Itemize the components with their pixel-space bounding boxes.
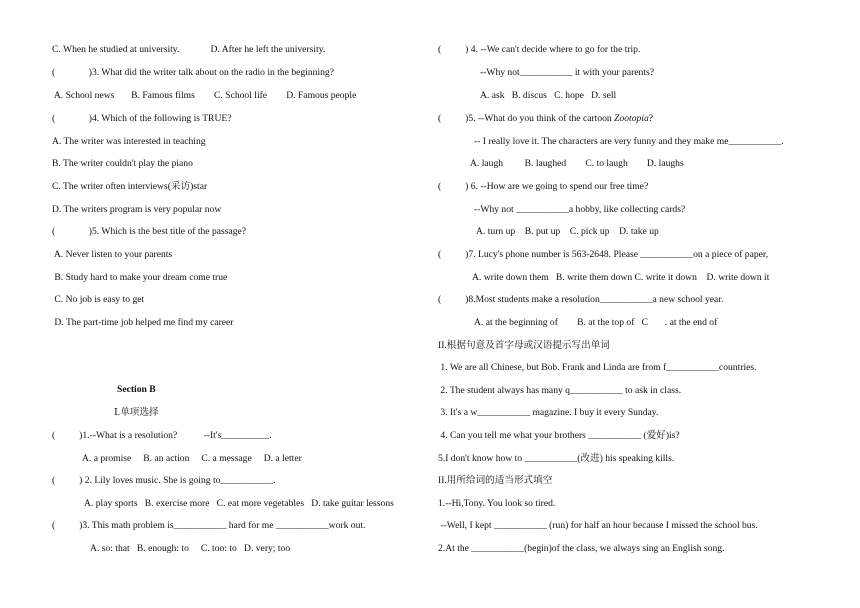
form-fill-1: 1.--Hi,Tony. You look so tired. [438,498,556,509]
question-4: ( )4. Which of the following is TRUE? [52,113,232,124]
sb-question-1-options: A. a promise B. an action C. a message D. a letter [82,453,302,464]
fill-word-5: 5.I don't know how to ___________(改进) his speaking kills. [438,453,675,464]
fill-word-2: 2. The student always has many q___________ to ask in class. [438,385,682,396]
sb-question-4-options: A. ask B. discus C. hope D. sell [480,90,617,101]
sb-question-7: ( )7. Lucy's phone number is 563-2648. Please ___________on a piece of paper, [438,249,769,260]
sb-question-2-options: A. play sports B. exercise more C. eat more vegetables D. take guitar lessons [84,498,394,509]
sb-question-6-options: A. turn up B. put up C. pick up D. take up [476,226,659,237]
form-fill-1-reply: --Well, I kept ___________ (run) for half an hour because I missed the school bus. [438,520,758,531]
section-b-heading: Section B [117,384,156,395]
question-4-option-b: B. The writer couldn't play the piano [52,158,193,169]
sb-question-1: ( )1.--What is a resolution? --It's__________. [52,430,272,441]
fill-word-4: 4. Can you tell me what your brothers ___________ (爱好)is? [438,430,680,441]
question-3: ( )3. What did the writer talk about on the radio in the beginning? [52,67,334,78]
sb-question-3-options: A. so: that B. enough: to C. too: to D. very; too [90,543,291,554]
question-4-option-d: D. The writers program is very popular now [52,204,222,215]
question-5-option-d: D. The part-time job helped me find my career [52,317,234,328]
sb-question-6: ( ) 6. --How are we going to spend our free time? [438,181,649,192]
single-choice-heading: Ⅰ.单项选择 [114,407,159,418]
sb-question-2: ( ) 2. Lily loves music. She is going to___________. [52,475,276,486]
sb-question-5-options: A. laugh B. laughed C. to laugh D. laughs [470,158,684,169]
cartoon-title: Zootopia [614,113,649,124]
part-2-heading: II.根据句意及首字母或汉语提示写出单词 [438,340,610,351]
sb-question-4: ( ) 4. --We can't decide where to go for the trip. [438,44,641,55]
question-3-options: A. School news B. Famous films C. School life D. Famous people [52,90,357,101]
sb-question-5: ( )5. --What do you think of the cartoon Zootopia? [438,113,654,124]
right-column [438,0,848,608]
sb-question-8-options: A. at the beginning of B. at the top of C . at the end of [474,317,718,328]
question-4-option-c: C. The writer often interviews(采访)star [52,181,208,192]
part-3-heading: II.用所给词的适当形式填空 [438,475,553,486]
fill-word-1: 1. We are all Chinese, but Bob. Frank and Linda are from f___________countries. [438,362,757,373]
q2-options-cd: C. When he studied at university. D. After he left the university. [52,44,326,55]
question-5-option-c: C. No job is easy to get [52,294,145,305]
form-fill-2: 2.At the ___________(begin)of the class, we always sing an English song. [438,543,725,554]
sb-question-5-reply: -- I really love it. The characters are very funny and they make me___________. [474,136,784,147]
question-5-option-a: A. Never listen to your parents [52,249,173,260]
question-5: ( )5. Which is the best title of the passage? [52,226,247,237]
left-column [52,0,452,608]
fill-word-3: 3. It's a w___________ magazine. I buy it every Sunday. [438,407,659,418]
sb-question-3: ( )3. This math problem is___________ hard for me ___________work out. [52,520,366,531]
sb-question-7-options: A. write down them B. write them down C. write it down D. write down it [472,272,770,283]
sb-question-8: ( )8.Most students make a resolution___________a new school year. [438,294,724,305]
sb-question-4-prompt: --Why not___________ it with your parents? [480,67,654,78]
question-4-option-a: A. The writer was interested in teaching [52,136,206,147]
question-5-option-b: B. Study hard to make your dream come true [52,272,228,283]
sb-question-6-prompt: --Why not ___________a hobby, like collecting cards? [474,204,686,215]
